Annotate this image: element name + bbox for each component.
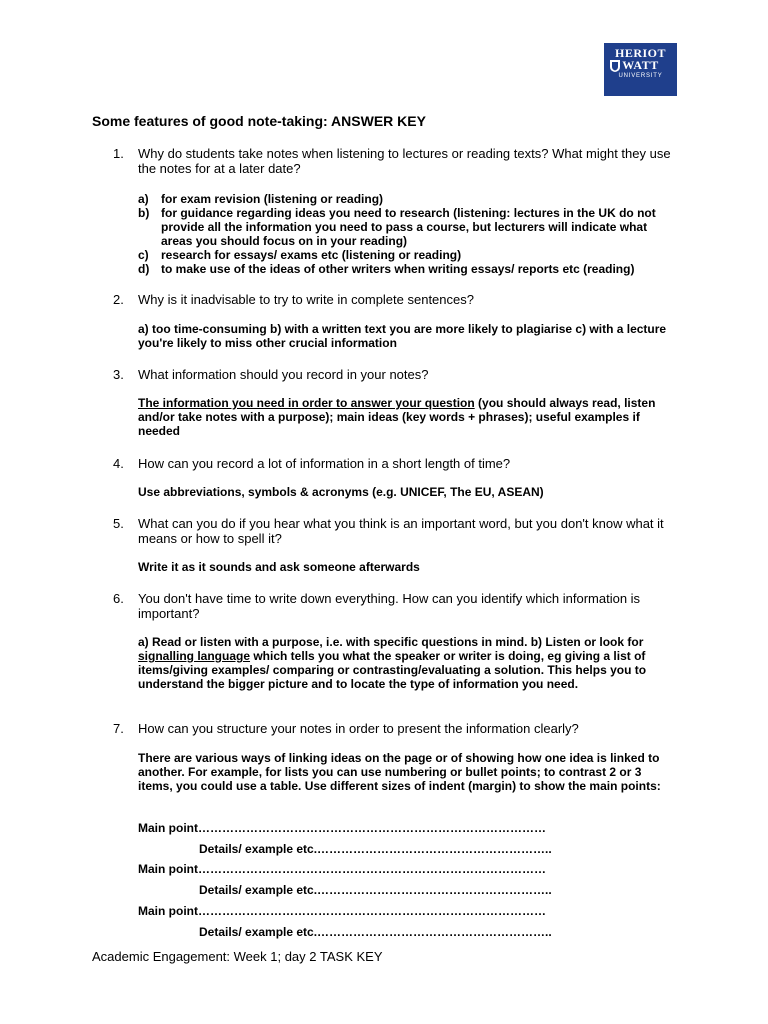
answer-3 xyxy=(138,396,678,438)
outline-main-point: Main point…………………………………………………………………………… xyxy=(138,904,546,918)
item-text: for guidance regarding ideas you need to research (listening: lectures in the UK do not provide all the information you need to pass a course, but lecturers will indicate what areas you should focus on in your reading) xyxy=(161,206,656,248)
question-text: You don't have time to write down everything. How can you identify which information is important? xyxy=(138,591,641,621)
logo-line-watt: WATT xyxy=(622,58,659,72)
item-text: research for essays/ exams etc (listening or reading) xyxy=(161,248,462,262)
page-title: Some features of good note-taking: ANSWER KEY xyxy=(92,113,426,129)
logo-line-heriot: HERIOT xyxy=(614,46,666,60)
question-number: 1. xyxy=(113,146,124,161)
question-number: 7. xyxy=(113,721,124,736)
question-number: 6. xyxy=(113,591,124,606)
question-text: Why do students take notes when listening to lectures or reading texts? What might they use the notes for at a later date? xyxy=(138,146,671,176)
question-text: How can you record a lot of information in a short length of time? xyxy=(138,456,511,471)
question-text: Why is it inadvisable to try to write in complete sentences? xyxy=(138,292,474,307)
question-number: 5. xyxy=(113,516,124,531)
item-label: c) xyxy=(138,248,149,262)
question-number: 4. xyxy=(113,456,124,471)
item-label: a) xyxy=(138,192,149,206)
item-label: d) xyxy=(138,262,150,276)
question-number: 2. xyxy=(113,292,124,307)
answer-6-pre: a) Read or listen with a purpose, i.e. with specific questions in mind. b) Listen or look for xyxy=(138,635,644,649)
outline-details: Details/ example etc.………………………………………………….. xyxy=(199,925,552,939)
answer-3-underlined: The information you need in order to answer your question xyxy=(138,396,475,410)
item-text: to make use of the ideas of other writers when writing essays/ reports etc (reading) xyxy=(161,262,635,276)
answer-2: a) too time-consuming b) with a written text you are more likely to plagiarise c) with a lecture you're likely to miss other crucial information xyxy=(138,322,667,350)
logo-line-university: UNIVERSITY xyxy=(618,73,663,79)
item-text: for exam revision (listening or reading) xyxy=(161,192,384,206)
answer-3-rest: (you should always read, listen and/or take notes with a purpose); main ideas (key words + phrases); useful examples if needed xyxy=(138,396,656,438)
answer-7: There are various ways of linking ideas on the page or of showing how one idea is linked to another. For example, for lists you can use numbering or bullet points; to contrast 2 or 3 items, you could use a table. Use different sizes of indent (margin) to show the main points: xyxy=(138,751,661,793)
answer-6 xyxy=(138,635,678,691)
heriot-watt-logo xyxy=(604,43,677,96)
item-label: b) xyxy=(138,206,150,220)
question-number: 3. xyxy=(113,367,124,382)
question-text: What information should you record in your notes? xyxy=(138,367,429,382)
outline-details: Details/ example etc.………………………………………………….. xyxy=(199,883,552,897)
answer-5: Write it as it sounds and ask someone afterwards xyxy=(138,560,420,574)
question-text: How can you structure your notes in order to present the information clearly? xyxy=(138,721,579,736)
outline-main-point: Main point…………………………………………………………………………… xyxy=(138,862,546,876)
outline-details: Details/ example etc.………………………………………………….. xyxy=(199,842,552,856)
answer-4: Use abbreviations, symbols & acronyms (e.g. UNICEF, The EU, ASEAN) xyxy=(138,485,544,499)
answer-6-underlined: signalling language xyxy=(138,649,251,663)
page-footer: Academic Engagement: Week 1; day 2 TASK KEY xyxy=(92,949,383,964)
answer-6-post: which tells you what the speaker or writer is doing, eg giving a list of items/giving examples/ comparing or contrasting/evaluating a solution. This helps you to understand the bigger picture and to locate the type of information you need. xyxy=(138,649,647,691)
question-text: What can you do if you hear what you think is an important word, but you don't know what it means or how to spell it? xyxy=(138,516,664,546)
outline-main-point: Main point…………………………………………………………………………… xyxy=(138,821,546,835)
